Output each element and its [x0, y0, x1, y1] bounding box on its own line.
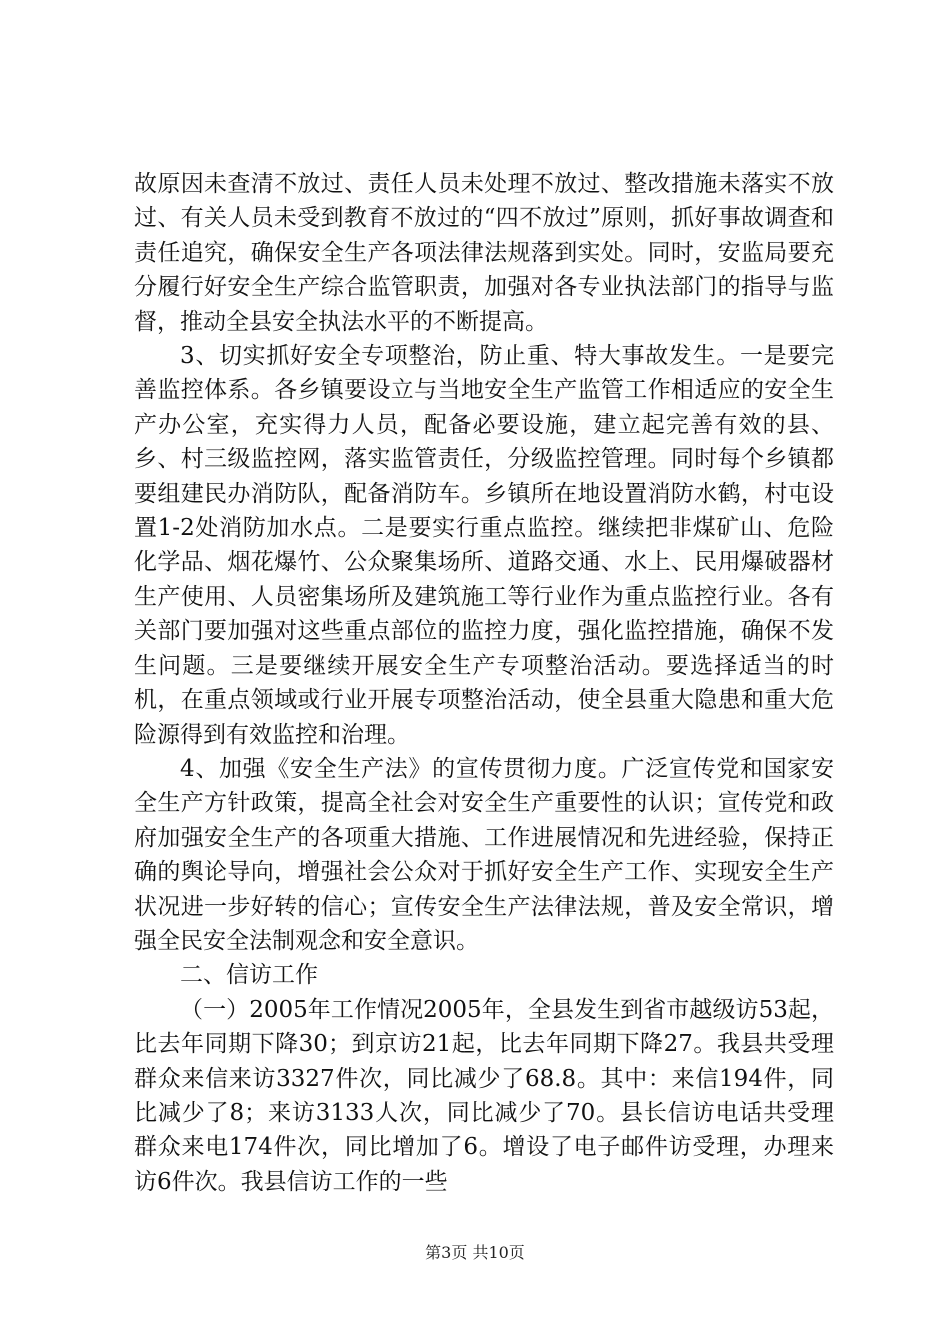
- body-text: [134, 167, 834, 1199]
- paragraph-2005-work-situation: （一）2005年工作情况2005年，全县发生到省市越级访53起，比去年同期下降30；到京访21起，比去年同期下降27。我县共受理群众来信来访3327件次，同比减少了68.8。其中：来信194件，同比减少了8；来访3133人次，同比减少了70。县长信访电话共受理群众来电174件次，同比增加了6。增设了电子邮件访受理，办理来访6件次。我县信访工作的一些: [134, 996, 834, 1195]
- paragraph-special-rectification: 3、切实抓好安全专项整治，防止重、特大事故发生。一是要完善监控体系。各乡镇要设立与当地安全生产监管工作相适应的安全生产办公室，充实得力人员，配备必要设施，建立起完善有效的县、乡、村三级监控网，落实监管责任，分级监控管理。同时每个乡镇都要组建民办消防队，配备消防车。乡镇所在地设置消防水鹤，村屯设置1-2处消防加水点。二是要实行重点监控。继续把非煤矿山、危险化学品、烟花爆竹、公众聚集场所、道路交通、水上、民用爆破器材生产使用、人员密集场所及建筑施工等行业作为重点监控行业。各有关部门要加强对这些重点部位的监控力度，强化监控措施，确保不发生问题。三是要继续开展安全生产专项整治活动。要选择适当的时机，在重点领域或行业开展专项整治活动，使全县重大隐患和重大危险源得到有效监控和治理。: [134, 343, 834, 748]
- paragraph-continuation: 故原因未查清不放过、责任人员未处理不放过、整改措施未落实不放过、有关人员未受到教育不放过的“四不放过”原则，抓好事故调查和责任追究，确保安全生产各项法律法规落到实处。同时，安监局要充分履行好安全生产综合监管职责，加强对各专业执法部门的指导与监督，推动全县安全执法水平的不断提高。: [134, 171, 834, 335]
- page-number-footer: 第3页 共10页: [425, 1243, 525, 1262]
- paragraph-safety-law-publicity: 4、加强《安全生产法》的宣传贯彻力度。广泛宣传党和国家安全生产方针政策，提高全社会对安全生产重要性的认识；宣传党和政府加强安全生产的各项重大措施、工作进展情况和先进经验，保持正确的舆论导向，增强社会公众对于抓好安全生产工作、实现安全生产状况进一步好转的信心；宣传安全生产法律法规，普及安全常识，增强全民安全法制观念和安全意识。: [134, 755, 834, 954]
- section-heading-petition-work: 二、信访工作: [180, 962, 318, 989]
